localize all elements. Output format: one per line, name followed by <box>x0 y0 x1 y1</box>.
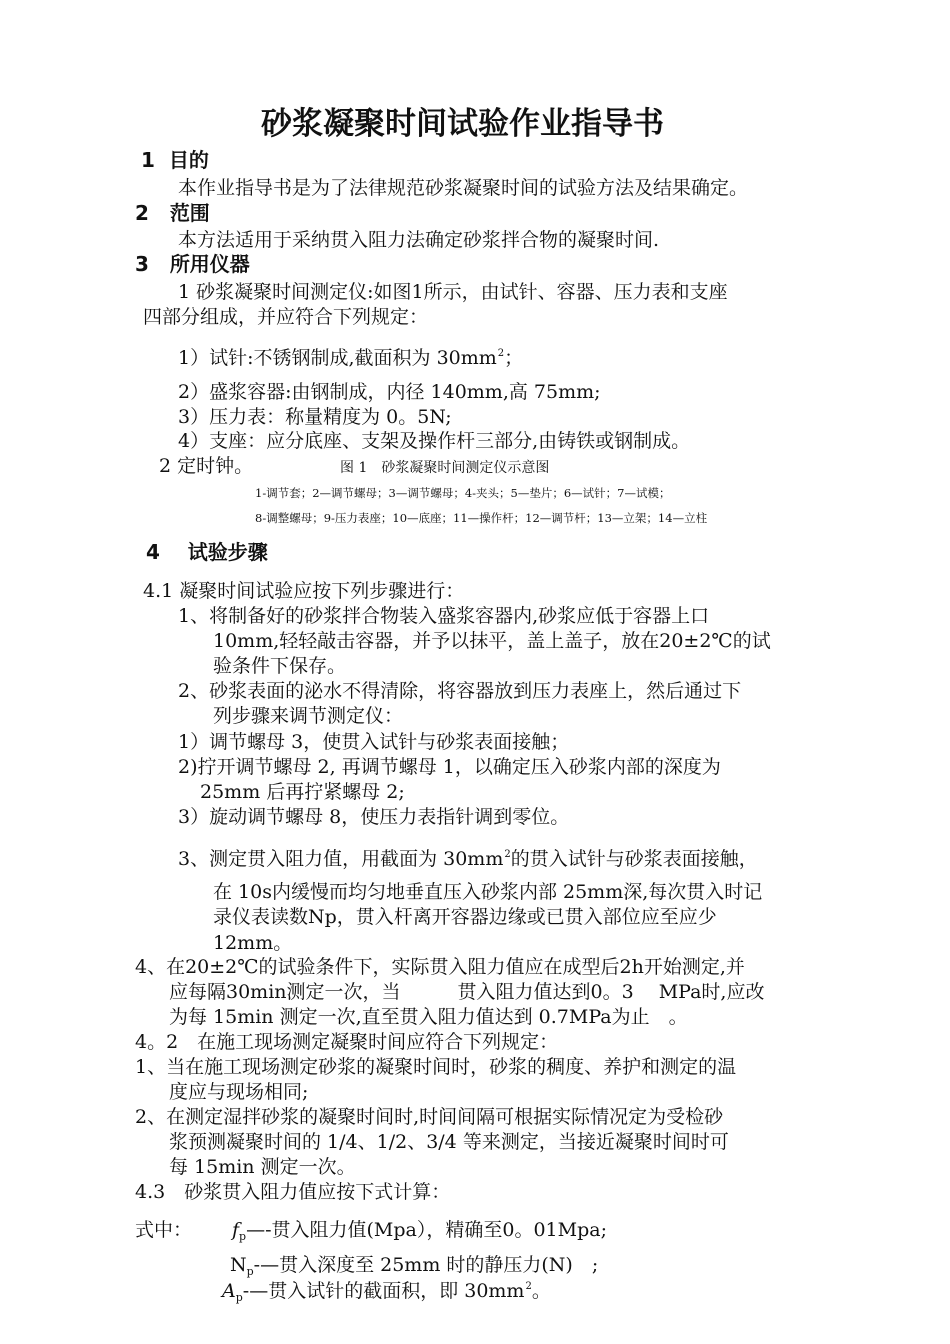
section-4-heading <box>146 540 268 564</box>
section-4-number: 4 <box>146 540 160 564</box>
step-3-line4: 12mm。 <box>213 932 293 954</box>
step-1-line3: 验条件下保存。 <box>213 655 347 677</box>
symbol-f: f <box>232 1219 240 1241</box>
formula-where-label: 式中： <box>135 1219 193 1241</box>
step-4-line3: 为每 15min 测定一次,直至贯入阻力值达到 0.7MPa为止 。 <box>169 1006 688 1028</box>
clause-4-3: 4.3 砂浆贯入阻力值应按下式计算： <box>135 1181 451 1203</box>
field-rule-1-line1: 1、当在施工现场测定砂浆的凝聚时间时，砂浆的稠度、养护和测定的温 <box>135 1056 737 1078</box>
subscript-p: p <box>239 1230 247 1243</box>
section-2-body: 本方法适用于采纳贯入阻力法确定砂浆拌合物的凝聚时间. <box>178 229 660 251</box>
field-rule-2-line2: 浆预测凝聚时间的 1/4、1/2、3/4 等来测定，当接近凝聚时间时可 <box>169 1131 729 1153</box>
figure-legend-line1: 1-调节套；2—调节螺母；3—调节螺母；4-夹头；5—垫片；6—试针；7—试模； <box>255 486 671 500</box>
instrument-item-1 <box>178 346 523 374</box>
section-2-number: 2 <box>135 201 149 225</box>
step-1-line1: 1、将制备好的砂浆拌合物装入盛浆容器内,砂浆应低于容器上口 <box>178 605 710 627</box>
symbol-np-definition <box>230 1253 598 1280</box>
field-rule-2-line1: 2、在测定湿拌砂浆的凝聚时间时,时间间隔可根据实际情况定为受检砂 <box>135 1106 724 1128</box>
section-2-heading <box>135 201 210 225</box>
instrument-item-2: 2）盛浆容器:由钢制成，内径 140mm,高 75mm; <box>178 381 601 403</box>
figure-legend-line2: 8-调整螺母；9-压力表座；10—底座；11—操作杆；12—调节杆；13—立架；14—立柱 <box>255 511 708 525</box>
symbol-fp-definition <box>232 1218 607 1245</box>
clause-4-1: 4.1 凝聚时间试验应按下列步骤进行： <box>143 580 465 602</box>
np-description: -—贯入深度至 25mm 时的静压力(N) ; <box>253 1254 599 1276</box>
section-1-body: 本作业指导书是为了法律规范砂浆凝聚时间的试验方法及结果确定。 <box>178 177 749 199</box>
fp-description: —-贯入阻力值(Mpa），精确至0。01Mpa; <box>246 1219 607 1241</box>
superscript: 2 <box>497 348 505 359</box>
field-rule-2-line3: 每 15min 测定一次。 <box>169 1156 356 1178</box>
subscript-p: p <box>235 1291 243 1304</box>
section-3-heading <box>135 252 250 276</box>
section-1-title: 目的 <box>168 148 209 172</box>
section-3-number: 3 <box>135 252 149 276</box>
step-3-line2: 在 10s内缓慢而均匀地垂直压入砂浆内部 25mm深,每次贯入时记 <box>213 881 763 903</box>
substep-3: 3）旋动调节螺母 8，使压力表指针调到零位。 <box>178 806 570 828</box>
substep-2-line1: 2)拧开调节螺母 2, 再调节螺母 1，以确定压入砂浆内部的深度为 <box>178 756 721 778</box>
symbol-n: N <box>230 1254 247 1276</box>
symbol-ap-definition <box>222 1279 551 1307</box>
ap-end: 。 <box>531 1280 551 1302</box>
step-1-line2: 10mm,轻轻敲击容器，并予以抹平，盖上盖子，放在20±2℃的试 <box>213 630 771 652</box>
step-3-line1-end: 的贯入试针与砂浆表面接触， <box>510 848 758 870</box>
instrument-item-1-end: ； <box>504 347 524 369</box>
step-3-line3: 录仪表读数Np，贯入杆离开容器边缘或已贯入部位应至应少 <box>213 906 717 928</box>
instrument-item-4: 4）支座：应分底座、支架及操作杆三部分,由铸铁或钢制成。 <box>178 430 691 452</box>
substep-2-line2: 25mm 后再拧紧螺母 2; <box>200 781 405 803</box>
superscript: 2 <box>504 849 511 860</box>
subscript-p: p <box>246 1265 254 1278</box>
ap-description: -—贯入试针的截面积，即 30mm <box>242 1280 525 1302</box>
symbol-a: A <box>222 1280 236 1302</box>
step-2-line2: 列步骤来调节测定仪： <box>213 705 404 727</box>
section-4-title: 试验步骤 <box>187 540 268 564</box>
superscript: 2 <box>525 1281 532 1292</box>
instrument-item-3: 3）压力表：称量精度为 0。5N; <box>178 406 452 428</box>
step-4-line2: 应每隔30min测定一次，当 贯入阻力值达到0。3 MPa时,应改 <box>169 981 765 1003</box>
section-3-title: 所用仪器 <box>169 252 250 276</box>
step-4-line1: 4、在20±2℃的试验条件下，实际贯入阻力值应在成型后2h开始测定,并 <box>135 956 745 978</box>
step-3-line1 <box>178 847 758 875</box>
instrument-item-1-text: 1）试针:不锈钢制成,截面积为 30mm <box>178 347 497 369</box>
section-3-intro-line1: 1 砂浆凝聚时间测定仪:如图1所示，由试针、容器、压力表和支座 <box>178 281 728 303</box>
section-2-title: 范围 <box>169 201 210 225</box>
section-1-number: 1 <box>141 148 155 172</box>
step-3-line1-text: 3、测定贯入阻力值，用截面为 30mm <box>178 848 504 870</box>
timer-item: 2 定时钟。 <box>159 455 254 477</box>
page-title: 砂浆凝聚时间试验作业指导书 <box>261 106 664 142</box>
section-1-heading <box>141 148 209 172</box>
substep-1: 1）调节螺母 3，使贯入试针与砂浆表面接触； <box>178 731 570 753</box>
section-3-intro-line2: 四部分组成，并应符合下列规定： <box>143 306 429 328</box>
step-2-line1: 2、砂浆表面的泌水不得清除，将容器放到压力表座上，然后通过下 <box>178 680 742 702</box>
field-rule-1-line2: 度应与现场相同; <box>169 1081 309 1103</box>
figure-caption: 图 1 砂浆凝聚时间测定仪示意图 <box>340 460 550 476</box>
clause-4-2: 4。2 在施工现场测定凝聚时间应符合下列规定： <box>135 1031 559 1053</box>
